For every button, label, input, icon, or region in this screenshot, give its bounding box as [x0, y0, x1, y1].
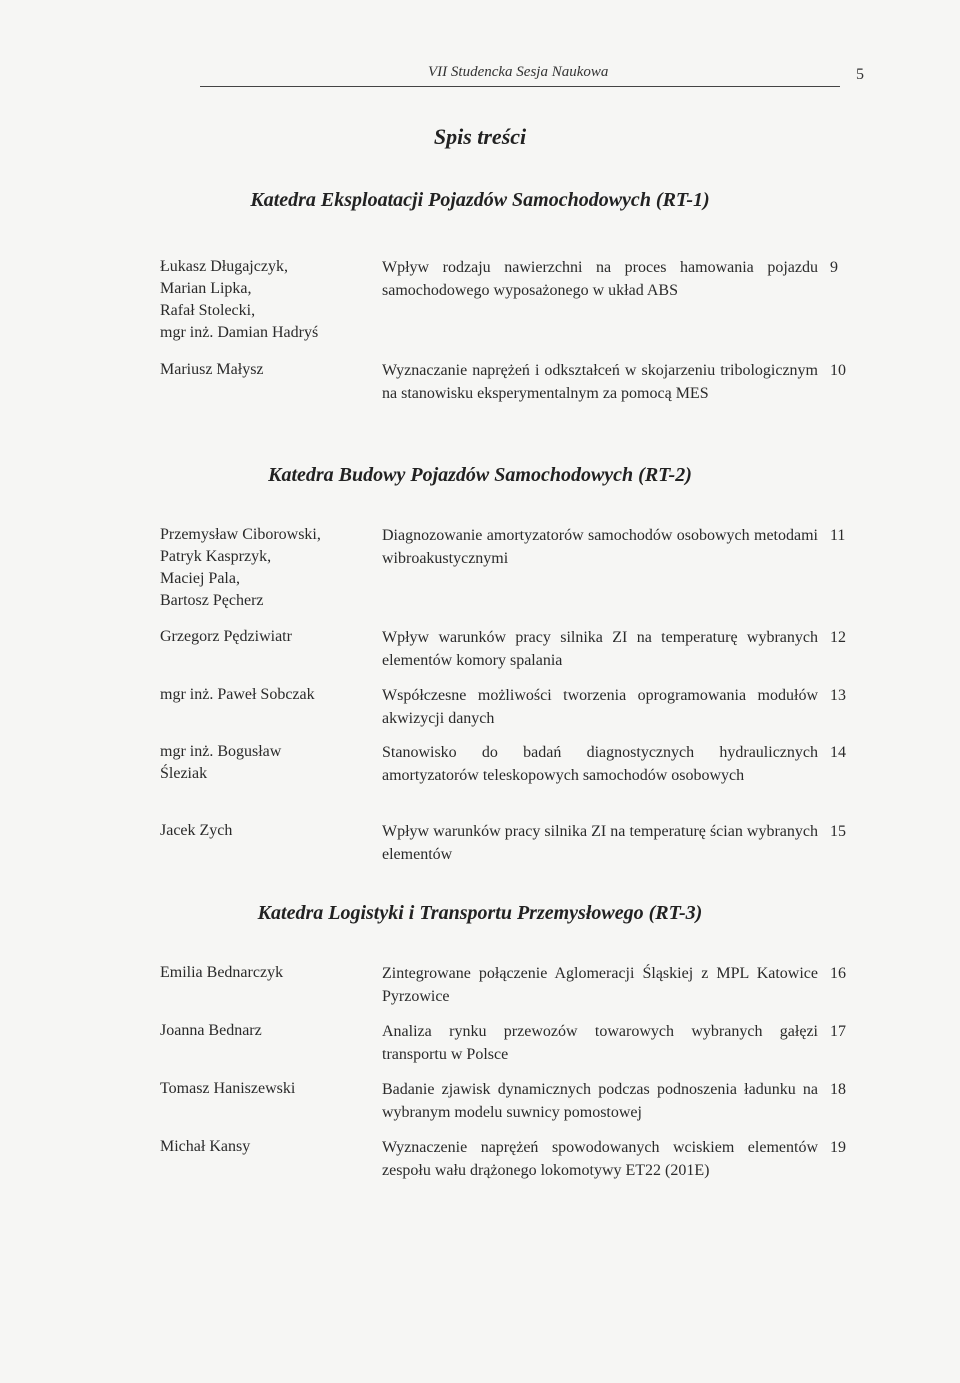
author-name: Emilia Bednarczyk — [160, 964, 284, 981]
author-name: Jacek Zych — [160, 822, 233, 839]
entry-page-number: 10 — [830, 362, 846, 379]
running-header — [200, 62, 840, 87]
author-name: Przemysław Ciborowski, — [160, 526, 321, 543]
entry-title: Wyznaczenie naprężeń spowodowanych wciskiem elementów zespołu wału drążonego lokomotywy ET22 (201E) — [382, 1139, 818, 1179]
entry-authors — [160, 1020, 370, 1042]
entry-authors — [160, 684, 370, 706]
entry-page-number: 15 — [830, 823, 846, 840]
author-name: Maciej Pala, — [160, 570, 240, 587]
author-name: Tomasz Haniszewski — [160, 1080, 296, 1097]
author-name: Marian Lipka, — [160, 280, 252, 297]
author-name: Mariusz Małysz — [160, 361, 264, 378]
entry-page-number: 9 — [830, 259, 838, 276]
author-name: mgr inż. Damian Hadryś — [160, 324, 319, 341]
entry-authors — [160, 820, 370, 842]
entry-authors — [160, 359, 370, 381]
author-name: Śleziak — [160, 765, 208, 782]
author-name: Grzegorz Pędziwiatr — [160, 628, 292, 645]
entry-page-number: 11 — [830, 527, 846, 544]
entry-page-number: 19 — [830, 1139, 846, 1156]
entry-title: Współczesne możliwości tworzenia oprogramowania modułów akwizycji danych — [382, 687, 818, 727]
entry-title: Wpływ rodzaju nawierzchni na proces hamowania pojazdu samochodowego wyposażonego w układ ABS — [382, 259, 818, 299]
entry-authors — [160, 256, 370, 344]
entry-page-number: 12 — [830, 629, 846, 646]
department-heading-rt2: Katedra Budowy Pojazdów Samochodowych (RT-2) — [268, 464, 692, 486]
running-title: VII Studencka Sesja Naukowa — [428, 64, 609, 80]
entry-title: Stanowisko do badań diagnostycznych hydraulicznych amortyzatorów teleskopowych samochodów osobowych — [382, 744, 818, 784]
entry-authors — [160, 741, 370, 785]
entry-title: Wpływ warunków pracy silnika ZI na temperaturę wybranych elementów komory spalania — [382, 629, 818, 669]
entry-title: Wyznaczanie naprężeń i odkształceń w skojarzeniu tribologicznym na stanowisku eksperymentalnym za pomocą MES — [382, 362, 818, 402]
entry-authors — [160, 1078, 370, 1100]
entry-title: Diagnozowanie amortyzatorów samochodów osobowych metodami wibroakustycznymi — [382, 527, 818, 567]
entry-authors — [160, 626, 370, 648]
page-number: 5 — [856, 66, 864, 83]
entry-page-number: 14 — [830, 744, 846, 761]
author-name: Rafał Stolecki, — [160, 302, 256, 319]
entry-title: Analiza rynku przewozów towarowych wybranych gałęzi transportu w Polsce — [382, 1023, 818, 1063]
author-name: mgr inż. Bogusław — [160, 743, 282, 760]
author-name: Patryk Kasprzyk, — [160, 548, 272, 565]
entry-page-number: 18 — [830, 1081, 846, 1098]
entry-page-number: 13 — [830, 687, 846, 704]
table-of-contents-title: Spis treści — [433, 124, 527, 149]
entry-authors — [160, 1136, 370, 1158]
entry-title: Badanie zjawisk dynamicznych podczas podnoszenia ładunku na wybranym modelu suwnicy pomostowej — [382, 1081, 818, 1121]
entry-title: Wpływ warunków pracy silnika ZI na temperaturę ścian wybranych elementów — [382, 823, 818, 863]
entry-authors — [160, 524, 370, 612]
entry-page-number: 16 — [830, 965, 846, 982]
author-name: Łukasz Długajczyk, — [160, 258, 288, 275]
author-name: Michał Kansy — [160, 1138, 251, 1155]
author-name: Bartosz Pęcherz — [160, 592, 264, 609]
department-heading-rt3: Katedra Logistyki i Transportu Przemysłowego (RT-3) — [257, 902, 703, 924]
entry-authors — [160, 962, 370, 984]
entry-page-number: 17 — [830, 1023, 846, 1040]
author-name: Joanna Bednarz — [160, 1022, 262, 1039]
author-name: mgr inż. Paweł Sobczak — [160, 686, 315, 703]
department-heading-rt1: Katedra Eksploatacji Pojazdów Samochodowych (RT-1) — [250, 189, 710, 211]
entry-title: Zintegrowane połączenie Aglomeracji Śląskiej z MPL Katowice Pyrzowice — [382, 965, 818, 1005]
